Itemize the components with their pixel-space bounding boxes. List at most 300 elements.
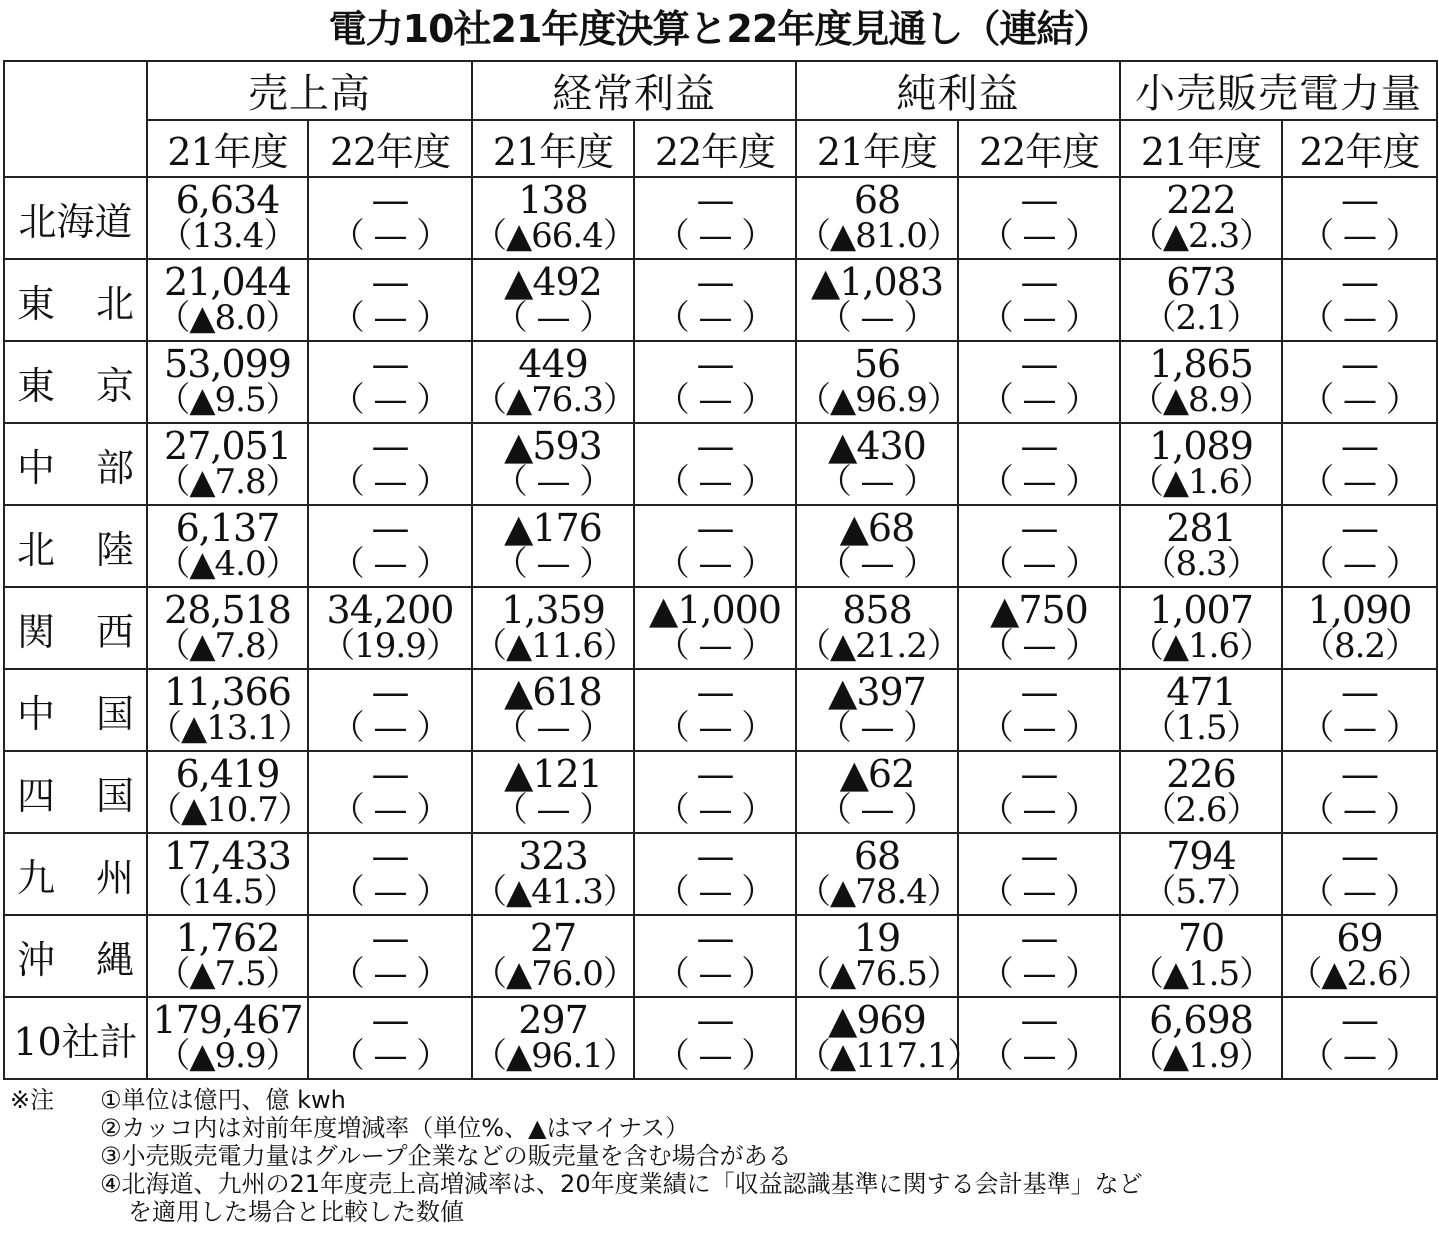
row-label: 10社計 — [4, 997, 147, 1079]
data-cell — [1120, 587, 1282, 669]
cell-value: — — [371, 178, 409, 222]
cell-value: — — [1341, 670, 1378, 714]
row-label: 九 州 — [4, 833, 147, 915]
cell-value: — — [1020, 752, 1058, 796]
data-cell — [1282, 669, 1437, 751]
cell-change-rate: （▲81.0） — [797, 216, 960, 256]
data-cell — [1282, 833, 1437, 915]
data-cell — [796, 833, 958, 915]
cell-change-rate: （▲1.6） — [1129, 626, 1273, 666]
data-cell — [308, 177, 472, 259]
data-cell — [147, 915, 308, 997]
data-cell — [958, 423, 1120, 505]
data-cell — [1282, 423, 1437, 505]
cell-value: 1,089 — [1149, 424, 1253, 468]
cell-change-rate: （ — ） — [330, 708, 450, 748]
data-cell — [634, 341, 796, 423]
cell-value: 69 — [1336, 916, 1383, 960]
cell-value: — — [696, 752, 734, 796]
cell-value: — — [1020, 424, 1058, 468]
cell-value: — — [1020, 506, 1058, 550]
cell-change-rate: （▲8.9） — [1129, 380, 1273, 420]
cell-value: — — [1341, 424, 1378, 468]
cell-value: 19 — [853, 916, 901, 960]
data-cell — [472, 587, 634, 669]
cell-value: — — [371, 670, 409, 714]
cell-change-rate: （ — ） — [1300, 1036, 1419, 1076]
cell-value: — — [371, 752, 409, 796]
row-label: 四 国 — [4, 751, 147, 833]
cell-value: — — [696, 424, 734, 468]
data-cell — [1282, 587, 1437, 669]
cell-value: ▲1,083 — [810, 260, 943, 304]
cell-change-rate: （ — ） — [330, 298, 450, 338]
cell-change-rate: （13.4） — [158, 216, 297, 256]
data-cell — [1282, 915, 1437, 997]
cell-value: 1,762 — [175, 916, 280, 960]
cell-change-rate: （ — ） — [979, 462, 1099, 502]
data-cell — [147, 669, 311, 751]
cell-change-rate: （▲2.3） — [1129, 216, 1273, 256]
data-cell — [1282, 997, 1437, 1079]
cell-change-rate: （ — ） — [330, 872, 450, 912]
cell-change-rate: （ — ） — [979, 626, 1099, 666]
cell-value: 6,137 — [175, 506, 280, 550]
data-cell — [796, 751, 958, 833]
cell-change-rate: （ — ） — [493, 544, 613, 584]
table-row — [4, 587, 1437, 669]
data-cell — [1282, 177, 1437, 259]
cell-change-rate: （ — ） — [330, 216, 450, 256]
cell-change-rate: （ — ） — [979, 380, 1099, 420]
group-header-sales: 売上高 — [147, 61, 472, 120]
cell-change-rate: （ — ） — [330, 462, 450, 502]
footnote-line — [10, 1170, 1430, 1198]
cell-change-rate: （▲78.4） — [797, 872, 960, 912]
data-cell — [796, 505, 958, 587]
data-cell — [796, 259, 958, 341]
cell-change-rate: （ — ） — [1300, 380, 1419, 420]
corner-cell — [4, 61, 147, 177]
cell-change-rate: （ — ） — [1300, 708, 1419, 748]
cell-value: 53,099 — [164, 342, 291, 386]
cell-value: — — [696, 670, 734, 714]
year-header-row — [4, 120, 1437, 177]
cell-value: ▲1,000 — [648, 588, 781, 632]
data-cell — [472, 915, 634, 997]
data-cell — [147, 833, 308, 915]
table-row — [4, 751, 1437, 833]
table-row — [4, 833, 1437, 915]
cell-change-rate: （ — ） — [330, 790, 450, 830]
cell-value: 222 — [1166, 178, 1236, 222]
cell-change-rate: （2.6） — [1142, 790, 1260, 830]
cell-value: — — [696, 834, 734, 878]
cell-value: — — [696, 506, 734, 550]
data-cell — [796, 341, 958, 423]
cell-value: — — [1341, 834, 1378, 878]
cell-value: 1,359 — [501, 588, 605, 632]
cell-change-rate: （▲21.2） — [797, 626, 960, 666]
data-cell — [958, 505, 1120, 587]
group-header-ordinary-profit: 経常利益 — [472, 61, 796, 120]
data-cell — [1282, 259, 1437, 341]
data-cell — [1120, 259, 1282, 341]
row-label: 沖 縄 — [4, 915, 147, 997]
cell-change-rate: （ — ） — [979, 872, 1099, 912]
cell-change-rate: （ — ） — [655, 544, 775, 584]
data-cell — [308, 833, 472, 915]
cell-value: ▲593 — [504, 424, 602, 468]
cell-change-rate: （ — ） — [655, 380, 775, 420]
cell-change-rate: （8.2） — [1300, 626, 1419, 666]
data-cell — [308, 505, 472, 587]
data-cell — [796, 587, 958, 669]
cell-value: — — [1020, 342, 1058, 386]
data-cell — [1120, 915, 1282, 997]
cell-value: 1,865 — [1149, 342, 1253, 386]
data-cell — [958, 341, 1120, 423]
cell-change-rate: （ — ） — [655, 790, 775, 830]
cell-change-rate: （▲11.6） — [473, 626, 636, 666]
data-cell — [472, 505, 634, 587]
cell-value: 858 — [842, 588, 912, 632]
cell-value: 27 — [529, 916, 577, 960]
footnote-item: ②カッコ内は対前年度増減率（単位%、▲はマイナス） — [100, 1114, 690, 1142]
cell-change-rate: （▲8.0） — [156, 298, 299, 338]
cell-change-rate: （ — ） — [979, 298, 1099, 338]
cell-change-rate: （▲117.1） — [797, 1036, 981, 1076]
cell-change-rate: （2.1） — [1142, 298, 1260, 338]
table-row — [4, 505, 1437, 587]
cell-change-rate: （ — ） — [1300, 544, 1419, 584]
data-cell — [634, 751, 796, 833]
year-header: 21年度 — [147, 120, 308, 177]
cell-value: ▲68 — [839, 506, 915, 550]
cell-value: 70 — [1177, 916, 1225, 960]
cell-change-rate: （ — ） — [1300, 872, 1419, 912]
cell-value: 21,044 — [164, 260, 291, 304]
footnote-item: ①単位は億円、億 kwh — [100, 1086, 346, 1114]
year-header: 22年度 — [634, 120, 796, 177]
cell-change-rate: （ — ） — [493, 708, 613, 748]
cell-change-rate: （▲7.8） — [156, 626, 299, 666]
cell-value: ▲121 — [504, 752, 602, 796]
cell-value: — — [371, 834, 409, 878]
cell-change-rate: （ — ） — [979, 954, 1099, 994]
data-cell — [147, 997, 308, 1079]
cell-value: — — [696, 916, 734, 960]
cell-value: — — [371, 916, 409, 960]
cell-change-rate: （ — ） — [979, 1036, 1099, 1076]
cell-change-rate: （ — ） — [979, 708, 1099, 748]
cell-change-rate: （▲2.6） — [1288, 954, 1431, 994]
cell-value: — — [696, 342, 734, 386]
data-cell — [958, 915, 1120, 997]
cell-change-rate: （ — ） — [1300, 298, 1419, 338]
cell-value: 1,090 — [1307, 588, 1412, 632]
cell-change-rate: （ — ） — [493, 298, 613, 338]
cell-change-rate: （ — ） — [655, 216, 775, 256]
cell-value: — — [371, 424, 409, 468]
table-row — [4, 423, 1437, 505]
cell-value: — — [1341, 752, 1378, 796]
footnotes — [10, 1086, 1430, 1226]
cell-value: ▲397 — [828, 670, 926, 714]
data-cell — [796, 997, 981, 1079]
data-cell — [1120, 177, 1282, 259]
data-cell — [634, 423, 796, 505]
cell-value: — — [371, 998, 409, 1042]
data-cell — [147, 587, 308, 669]
cell-value: — — [1020, 834, 1058, 878]
data-cell — [1120, 423, 1282, 505]
cell-value: 6,698 — [1149, 998, 1253, 1042]
cell-change-rate: （▲1.5） — [1129, 954, 1273, 994]
cell-value: 27,051 — [164, 424, 291, 468]
cell-change-rate: （▲76.3） — [473, 380, 636, 420]
footnote-item: ③小売販売電力量はグループ企業などの販売量を含む場合がある — [100, 1142, 792, 1170]
data-cell — [147, 341, 308, 423]
cell-value: ▲969 — [828, 998, 926, 1042]
cell-change-rate: （ — ） — [979, 544, 1099, 584]
cell-change-rate: （▲96.1） — [473, 1036, 636, 1076]
cell-value: — — [696, 260, 734, 304]
data-cell — [472, 997, 634, 1079]
data-cell — [308, 669, 472, 751]
cell-change-rate: （ — ） — [330, 1036, 450, 1076]
cell-change-rate: （▲9.5） — [156, 380, 299, 420]
cell-value: — — [696, 178, 734, 222]
cell-change-rate: （▲7.5） — [156, 954, 299, 994]
cell-change-rate: （ — ） — [330, 954, 450, 994]
cell-change-rate: （ — ） — [655, 626, 775, 666]
data-cell — [1120, 341, 1282, 423]
data-cell — [958, 177, 1120, 259]
data-cell — [796, 669, 958, 751]
financial-results-table — [3, 60, 1438, 1080]
cell-value: 179,467 — [152, 998, 303, 1042]
data-cell — [634, 915, 796, 997]
data-cell — [308, 423, 472, 505]
cell-value: 281 — [1166, 506, 1236, 550]
data-cell — [634, 997, 796, 1079]
year-header: 21年度 — [1120, 120, 1282, 177]
cell-value: ▲492 — [504, 260, 602, 304]
footnote-line — [10, 1198, 1430, 1226]
cell-change-rate: （▲1.9） — [1129, 1036, 1273, 1076]
data-cell — [308, 751, 472, 833]
data-cell — [634, 669, 796, 751]
cell-change-rate: （▲4.0） — [156, 544, 299, 584]
cell-change-rate: （ — ） — [655, 872, 775, 912]
cell-change-rate: （▲10.7） — [148, 790, 311, 830]
data-cell — [1120, 669, 1282, 751]
data-cell — [958, 833, 1120, 915]
cell-value: 68 — [853, 178, 901, 222]
cell-change-rate: （ — ） — [655, 954, 775, 994]
cell-change-rate: （▲66.4） — [473, 216, 636, 256]
data-cell — [634, 833, 796, 915]
data-cell — [1120, 833, 1282, 915]
cell-value: — — [1020, 178, 1058, 222]
footnote-item: ④北海道、九州の21年度売上高増減率は、20年度業績に「収益認識基準に関する会計基準」など — [100, 1170, 1143, 1198]
footnote-line — [10, 1086, 1430, 1114]
year-header: 21年度 — [796, 120, 958, 177]
cell-change-rate: （▲1.6） — [1129, 462, 1273, 502]
data-cell — [308, 915, 472, 997]
data-cell — [958, 669, 1120, 751]
cell-value: ▲750 — [990, 588, 1088, 632]
cell-change-rate: （ — ） — [655, 298, 775, 338]
data-cell — [1282, 505, 1437, 587]
table-row — [4, 259, 1437, 341]
cell-change-rate: （▲76.5） — [797, 954, 960, 994]
row-label: 東 京 — [4, 341, 147, 423]
cell-value: — — [696, 998, 734, 1042]
data-cell — [796, 423, 958, 505]
data-cell — [472, 833, 634, 915]
data-cell — [147, 177, 308, 259]
cell-value: — — [371, 342, 409, 386]
cell-value: 6,419 — [175, 752, 280, 796]
cell-value: 1,007 — [1149, 588, 1253, 632]
cell-value: — — [371, 260, 409, 304]
data-cell — [147, 259, 308, 341]
cell-change-rate: （ — ） — [493, 462, 613, 502]
cell-value: 68 — [853, 834, 901, 878]
table-row — [4, 915, 1437, 997]
cell-value: 471 — [1166, 670, 1236, 714]
cell-change-rate: （14.5） — [158, 872, 297, 912]
cell-change-rate: （ — ） — [1300, 216, 1419, 256]
cell-value: — — [1341, 178, 1378, 222]
cell-change-rate: （ — ） — [817, 790, 937, 830]
cell-change-rate: （ — ） — [817, 298, 937, 338]
cell-value: ▲176 — [504, 506, 602, 550]
data-cell — [308, 587, 472, 669]
cell-value: — — [1020, 916, 1058, 960]
footnote-line — [10, 1114, 1430, 1142]
cell-value: 138 — [518, 178, 588, 222]
data-cell — [472, 177, 634, 259]
data-cell — [472, 669, 634, 751]
data-cell — [308, 997, 472, 1079]
data-cell — [958, 587, 1120, 669]
row-label: 関 西 — [4, 587, 147, 669]
data-cell — [1282, 341, 1437, 423]
data-cell — [147, 505, 308, 587]
table-row — [4, 669, 1437, 751]
cell-value: 794 — [1166, 834, 1236, 878]
cell-value: — — [371, 506, 409, 550]
data-cell — [1282, 751, 1437, 833]
cell-value: 6,634 — [175, 178, 280, 222]
cell-change-rate: （ — ） — [330, 544, 450, 584]
cell-change-rate: （ — ） — [330, 380, 450, 420]
row-label: 中 国 — [4, 669, 147, 751]
row-label: 北海道 — [4, 177, 147, 259]
data-cell — [1120, 997, 1282, 1079]
cell-value: 673 — [1166, 260, 1236, 304]
data-cell — [958, 997, 1120, 1079]
cell-change-rate: （ — ） — [655, 1036, 775, 1076]
cell-change-rate: （8.3） — [1142, 544, 1260, 584]
cell-change-rate: （19.9） — [321, 626, 459, 666]
data-cell — [634, 259, 796, 341]
cell-change-rate: （ — ） — [655, 708, 775, 748]
data-cell — [1120, 751, 1282, 833]
data-cell — [958, 751, 1120, 833]
cell-change-rate: （ — ） — [979, 216, 1099, 256]
year-header: 21年度 — [472, 120, 634, 177]
cell-change-rate: （▲41.3） — [473, 872, 636, 912]
cell-value: 323 — [518, 834, 588, 878]
data-cell — [796, 915, 958, 997]
cell-change-rate: （ — ） — [493, 790, 613, 830]
cell-change-rate: （ — ） — [817, 708, 937, 748]
cell-value: 449 — [518, 342, 588, 386]
cell-change-rate: （ — ） — [1300, 790, 1419, 830]
cell-change-rate: （ — ） — [817, 462, 937, 502]
data-cell — [634, 177, 796, 259]
table-row — [4, 341, 1437, 423]
cell-value: — — [1020, 260, 1058, 304]
data-cell — [308, 259, 472, 341]
data-cell — [1120, 505, 1282, 587]
group-header-row — [4, 61, 1437, 120]
table-row — [4, 997, 1437, 1079]
footnote-label: ※注 — [10, 1086, 55, 1114]
group-header-net-profit: 純利益 — [796, 61, 1120, 120]
table-row — [4, 177, 1437, 259]
cell-change-rate: （▲13.1） — [148, 708, 311, 748]
cell-change-rate: （▲96.9） — [797, 380, 960, 420]
row-label: 北 陸 — [4, 505, 147, 587]
cell-change-rate: （5.7） — [1142, 872, 1260, 912]
cell-value: 56 — [853, 342, 901, 386]
row-label: 中 部 — [4, 423, 147, 505]
cell-value: 17,433 — [164, 834, 291, 878]
data-cell — [308, 341, 472, 423]
table-title: 電力10社21年度決算と22年度見通し（連結） — [328, 7, 1111, 51]
data-cell — [796, 177, 958, 259]
cell-change-rate: （ — ） — [979, 790, 1099, 830]
year-header: 22年度 — [958, 120, 1120, 177]
cell-value: ▲62 — [839, 752, 915, 796]
data-cell — [147, 751, 311, 833]
group-header-retail-power-sales: 小売販売電力量 — [1120, 61, 1437, 120]
data-cell — [472, 259, 634, 341]
cell-value: 297 — [518, 998, 588, 1042]
cell-change-rate: （ — ） — [655, 462, 775, 502]
row-label: 東 北 — [4, 259, 147, 341]
data-cell — [958, 259, 1120, 341]
year-header: 22年度 — [1282, 120, 1437, 177]
data-cell — [147, 423, 308, 505]
cell-change-rate: （ — ） — [1300, 462, 1419, 502]
data-cell — [472, 751, 634, 833]
year-header: 22年度 — [308, 120, 472, 177]
cell-value: 28,518 — [164, 588, 291, 632]
cell-value: — — [1020, 998, 1058, 1042]
cell-value: — — [1341, 998, 1378, 1042]
cell-value: ▲618 — [504, 670, 602, 714]
cell-change-rate: （▲76.0） — [473, 954, 636, 994]
cell-value: — — [1020, 670, 1058, 714]
cell-value: 226 — [1166, 752, 1236, 796]
cell-value: — — [1341, 506, 1378, 550]
